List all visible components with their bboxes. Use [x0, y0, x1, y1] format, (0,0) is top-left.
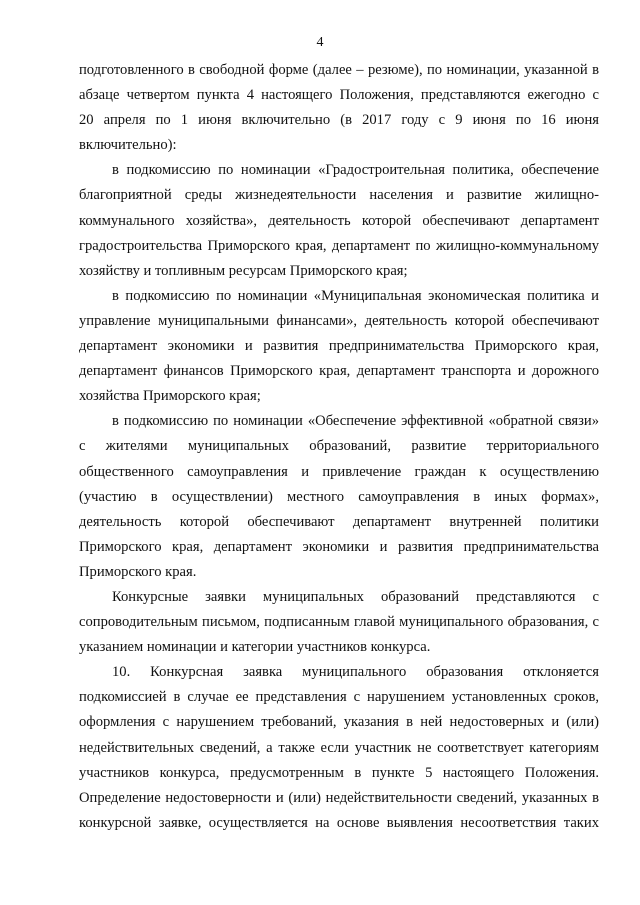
text-line: 10. Конкурсная заявка муниципального образования отклоняется — [112, 664, 599, 681]
text-line: Приморского края, департамент экономики и развития предпринимательства — [79, 538, 599, 555]
text-line: управление муниципальными финансами», деятельность которой обеспечивают — [79, 312, 599, 329]
text-line: хозяйству и топливным ресурсам Приморского края; — [79, 262, 408, 279]
text-line: указанием номинации и категории участников конкурса. — [79, 639, 431, 656]
text-line: департамент экономики и развития предпринимательства Приморского края, — [79, 338, 599, 355]
text-line: сопроводительным письмом, подписанным главой муниципального образования, с — [79, 614, 599, 631]
text-line: включительно): — [79, 137, 177, 154]
text-line: участников конкурса, предусмотренным в пункте 5 настоящего Положения. — [79, 764, 599, 781]
text-line: абзаце четвертом пункта 4 настоящего Положения, представляются ежегодно с — [79, 87, 599, 104]
text-line: деятельность которой обеспечивают департамент внутренней политики — [79, 513, 599, 530]
text-line: подкомиссией в случае ее представления с нарушением установленных сроков, — [79, 689, 599, 706]
text-line: хозяйства Приморского края; — [79, 388, 261, 405]
text-line: оформления с нарушением требований, указания в ней недостоверных и (или) — [79, 714, 599, 731]
text-line: благоприятной среды жизнедеятельности населения и развитие жилищно- — [79, 187, 599, 204]
text-line: 20 апреля по 1 июня включительно (в 2017 году с 9 июня по 16 июня — [79, 112, 599, 129]
text-line: подготовленного в свободной форме (далее – резюме), по номинации, указанной в — [79, 62, 599, 78]
text-line: с жителями муниципальных образований, развитие территориального — [79, 438, 599, 455]
text-line: градостроительства Приморского края, департамент по жилищно-коммунальному — [79, 237, 599, 254]
text-line: Приморского края. — [79, 563, 197, 580]
text-line: (участию в осуществлении) местного самоуправления в иных формах», — [79, 488, 599, 505]
text-line: Определение недостоверности и (или) недействительности сведений, указанных в — [79, 789, 599, 806]
text-line: в подкомиссию по номинации «Обеспечение эффективной «обратной связи» — [112, 413, 599, 430]
text-line: недействительных сведений, а также если участник не соответствует категориям — [79, 739, 599, 756]
text-line: в подкомиссию по номинации «Муниципальная экономическая политика и — [112, 287, 599, 304]
text-line: Конкурсные заявки муниципальных образований представляются с — [112, 588, 599, 605]
document-body — [79, 58, 599, 836]
text-line: общественного самоуправления и привлечение граждан к осуществлению — [79, 463, 599, 480]
text-line: в подкомиссию по номинации «Градостроительная политика, обеспечение — [112, 162, 599, 179]
text-line: департамент финансов Приморского края, департамент транспорта и дорожного — [79, 363, 599, 380]
text-line: коммунального хозяйства», деятельность которой обеспечивают департамент — [79, 212, 599, 229]
text-line: конкурсной заявке, осуществляется на основе выявления несоответствия таких — [79, 814, 599, 831]
page-number: 4 — [316, 35, 324, 50]
